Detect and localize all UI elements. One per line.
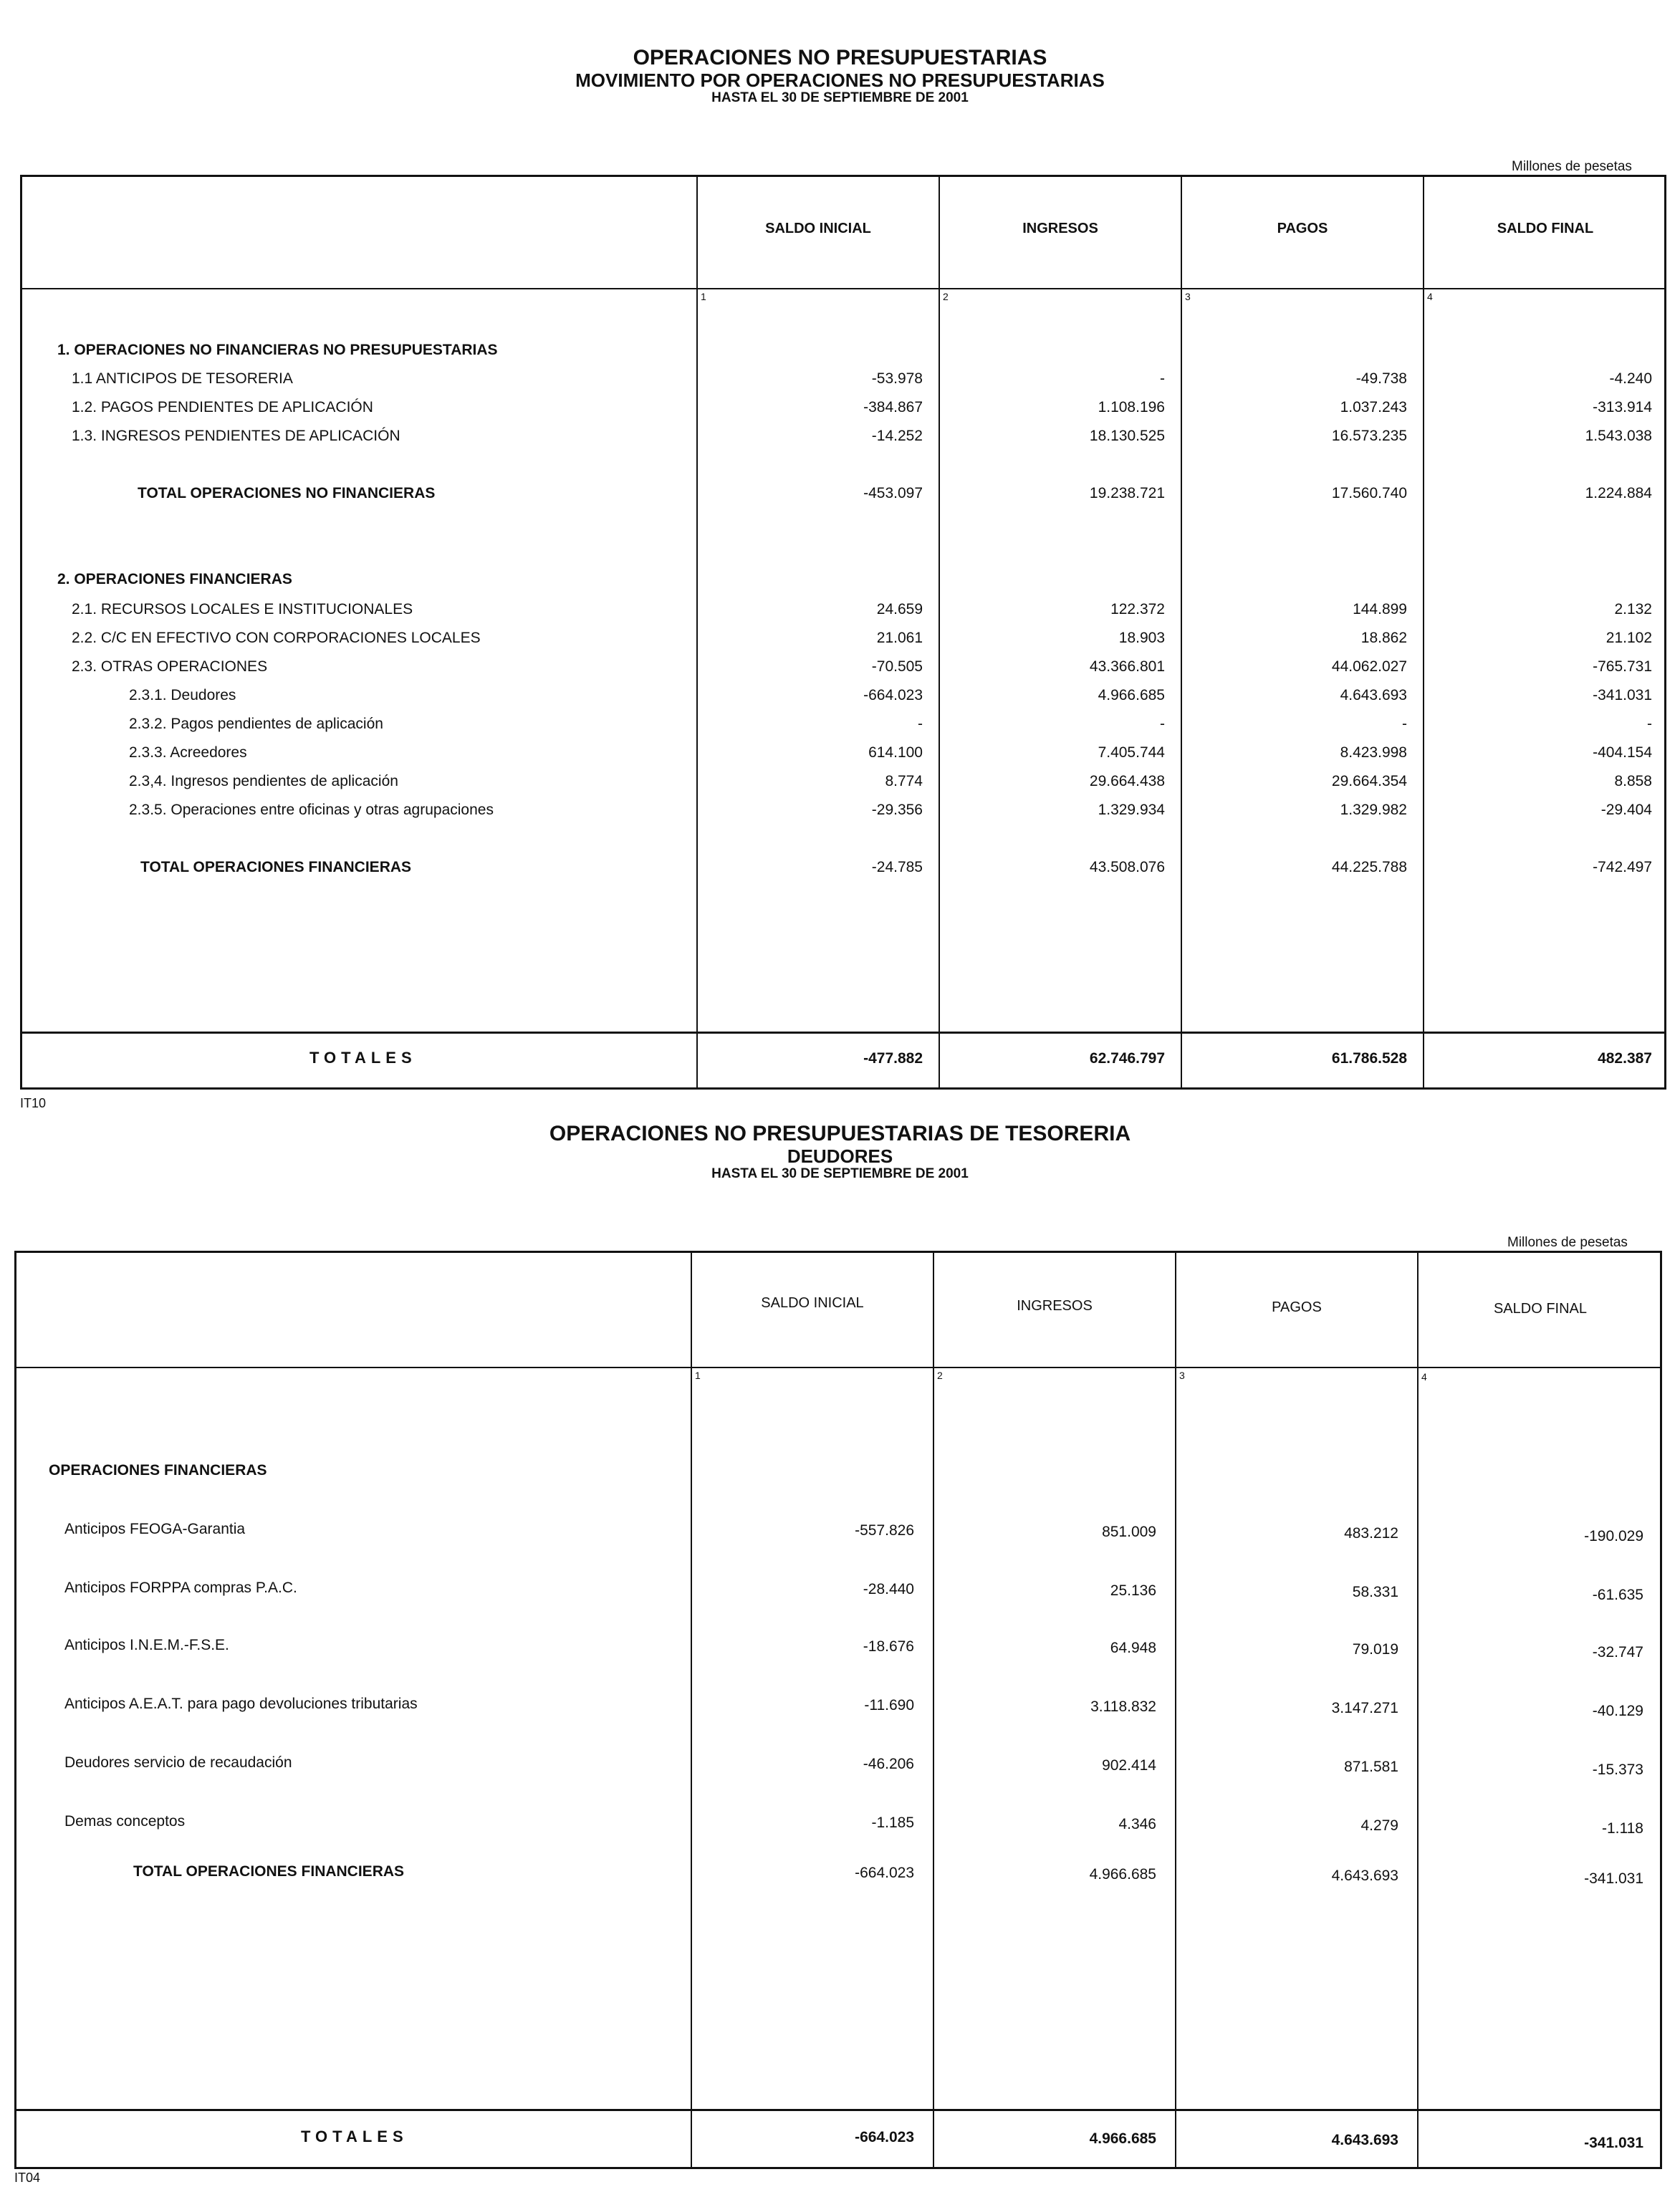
row-label: 2.3.2. Pagos pendientes de aplicación [129, 716, 383, 732]
cell-pagos: 17.560.740 [1331, 485, 1407, 501]
cell-ingresos: 1.108.196 [1098, 399, 1165, 415]
cell-pagos: -49.738 [1355, 370, 1407, 387]
table1-col-number: 4 [1427, 291, 1433, 302]
table-row [0, 742, 1680, 764]
table2-col-number: 4 [1421, 1371, 1427, 1383]
table1-code: IT10 [20, 1096, 47, 1110]
row-label: 2.2. C/C EN EFECTIVO CON CORPORACIONES LOCALES [72, 630, 481, 646]
table-row [0, 857, 1680, 878]
cell-pagos: - [1402, 716, 1407, 732]
table-row [0, 397, 1680, 418]
table-row [0, 685, 1680, 706]
table2-totals-label: TOTALES [301, 2128, 408, 2145]
table-row [0, 1577, 1680, 1603]
cell-saldo-final: 21.102 [1605, 630, 1652, 646]
cell-ingresos: 902.414 [1102, 1757, 1156, 1774]
row-label: Anticipos FEOGA-Garantia [64, 1521, 246, 1537]
cell-pagos: 58.331 [1352, 1584, 1398, 1600]
row-label: Deudores servicio de recaudación [64, 1754, 292, 1771]
table2-totals-divider [14, 2109, 1662, 2111]
cell-saldo-inicial: 24.659 [876, 601, 923, 617]
cell-ingresos: 25.136 [1110, 1582, 1156, 1599]
row-label: 1.3. INGRESOS PENDIENTES DE APLICACIÓN [72, 428, 400, 444]
cell-saldo-inicial: 614.100 [868, 744, 923, 761]
table-row [0, 1693, 1680, 1719]
table1-header-divider [20, 288, 1666, 289]
table1-totals-label: TOTALES [309, 1049, 417, 1067]
cell-ingresos: 7.405.744 [1098, 744, 1165, 761]
table2-total-pagos: 4.643.693 [1331, 2132, 1398, 2148]
table1-col-header: INGRESOS [1022, 221, 1098, 236]
row-label: Anticipos I.N.E.M.-F.S.E. [64, 1637, 229, 1653]
table1-col-header: SALDO INICIAL [765, 221, 871, 236]
row-label: 2.3,4. Ingresos pendientes de aplicación [129, 773, 398, 789]
table2-col-number: 1 [695, 1370, 701, 1381]
table1-total-pagos: 61.786.528 [1331, 1050, 1407, 1067]
cell-pagos: 4.643.693 [1340, 687, 1407, 703]
table2-total-saldo-final: -341.031 [1584, 2135, 1643, 2151]
cell-pagos: 483.212 [1344, 1525, 1398, 1542]
cell-pagos: 871.581 [1344, 1759, 1398, 1775]
cell-pagos: 44.062.027 [1331, 658, 1407, 675]
table-row [0, 1861, 1680, 1887]
row-label: 2.3.1. Deudores [129, 687, 236, 703]
cell-saldo-inicial: -11.690 [864, 1697, 914, 1713]
table2-title-block [0, 1122, 1680, 1182]
cell-pagos: 4.643.693 [1331, 1868, 1398, 1884]
row-label: 1. OPERACIONES NO FINANCIERAS NO PRESUPUESTARIAS [57, 342, 498, 358]
table2-col-number: 3 [1179, 1370, 1185, 1381]
table2-total-saldo-inicial: -664.023 [855, 2129, 914, 2145]
cell-saldo-inicial: 21.061 [876, 630, 923, 646]
table-row [0, 340, 1680, 361]
cell-pagos: 4.279 [1360, 1817, 1398, 1834]
cell-saldo-inicial: -664.023 [863, 687, 923, 703]
cell-saldo-inicial: -1.185 [871, 1815, 914, 1831]
cell-saldo-inicial: -24.785 [871, 859, 923, 875]
table2-units: Millones de pesetas [1507, 1235, 1628, 1250]
cell-saldo-inicial: - [918, 716, 923, 732]
cell-saldo-final: -765.731 [1593, 658, 1652, 675]
table1-col-header: SALDO FINAL [1497, 221, 1594, 236]
row-label: Anticipos A.E.A.T. para pago devoluciones tributarias [64, 1696, 418, 1712]
cell-ingresos: 3.118.832 [1090, 1698, 1156, 1715]
cell-pagos: 144.899 [1353, 601, 1407, 617]
cell-ingresos: 122.372 [1110, 601, 1165, 617]
cell-saldo-final: 1.224.884 [1585, 485, 1652, 501]
cell-saldo-final: -742.497 [1593, 859, 1652, 875]
table2-col-number: 2 [937, 1370, 943, 1381]
cell-pagos: 16.573.235 [1331, 428, 1407, 444]
cell-saldo-final: -4.240 [1609, 370, 1652, 387]
cell-pagos: 29.664.354 [1331, 773, 1407, 789]
table1-col-number: 3 [1185, 291, 1191, 302]
table2-header-divider [14, 1367, 1662, 1368]
table-row [0, 1460, 1680, 1481]
table2-code: IT04 [14, 2171, 41, 2185]
table-row [0, 426, 1680, 447]
table1-subtitle: MOVIMIENTO POR OPERACIONES NO PRESUPUESTARIAS [575, 69, 1105, 91]
table-row [0, 1519, 1680, 1544]
row-label: 2.1. RECURSOS LOCALES E INSTITUCIONALES [72, 601, 413, 617]
table2-col-header: SALDO FINAL [1493, 1301, 1588, 1317]
cell-saldo-final: -341.031 [1584, 1870, 1643, 1887]
table1-title-block [0, 46, 1680, 106]
table-row [0, 1635, 1680, 1660]
cell-saldo-final: 2.132 [1614, 601, 1652, 617]
cell-saldo-final: -61.635 [1592, 1587, 1643, 1603]
row-label: TOTAL OPERACIONES FINANCIERAS [140, 859, 412, 875]
cell-ingresos: 4.966.685 [1098, 687, 1165, 703]
table1-total-ingresos: 62.746.797 [1089, 1050, 1165, 1067]
table-row [0, 656, 1680, 678]
row-label: Demas conceptos [64, 1813, 186, 1830]
cell-saldo-final: -32.747 [1592, 1644, 1643, 1660]
cell-ingresos: 29.664.438 [1089, 773, 1165, 789]
cell-ingresos: 19.238.721 [1089, 485, 1165, 501]
table-row [0, 1811, 1680, 1837]
cell-saldo-inicial: -664.023 [855, 1865, 914, 1881]
cell-saldo-final: -341.031 [1593, 687, 1652, 703]
table-row [0, 713, 1680, 735]
cell-pagos: 79.019 [1352, 1641, 1398, 1658]
cell-saldo-final: - [1647, 716, 1652, 732]
table1-totals-divider [20, 1032, 1666, 1034]
table2-col-header: PAGOS [1272, 1299, 1322, 1315]
cell-saldo-inicial: -384.867 [863, 399, 923, 415]
table-row [0, 628, 1680, 649]
row-label: TOTAL OPERACIONES NO FINANCIERAS [138, 485, 436, 501]
table-row [0, 771, 1680, 792]
table-row [0, 799, 1680, 821]
cell-saldo-inicial: -557.826 [855, 1522, 914, 1539]
table1-total-saldo-final: 482.387 [1598, 1050, 1652, 1067]
cell-saldo-inicial: -453.097 [863, 485, 923, 501]
cell-ingresos: 43.366.801 [1089, 658, 1165, 675]
cell-ingresos: 851.009 [1102, 1524, 1156, 1540]
table-row [0, 368, 1680, 390]
row-label: 2.3.3. Acreedores [129, 744, 247, 761]
table-row [0, 599, 1680, 620]
row-label: OPERACIONES FINANCIERAS [49, 1462, 267, 1479]
cell-saldo-inicial: -46.206 [863, 1756, 914, 1772]
cell-saldo-inicial: -14.252 [871, 428, 923, 444]
table1-title: OPERACIONES NO PRESUPUESTARIAS [633, 46, 1047, 69]
cell-pagos: 3.147.271 [1331, 1700, 1398, 1716]
cell-ingresos: 4.346 [1118, 1816, 1156, 1832]
cell-ingresos: 18.903 [1118, 630, 1165, 646]
table2-total-ingresos: 4.966.685 [1089, 2130, 1156, 2147]
cell-ingresos: 43.508.076 [1089, 859, 1165, 875]
table-row [0, 483, 1680, 504]
cell-pagos: 1.037.243 [1340, 399, 1407, 415]
row-label: 2.3. OTRAS OPERACIONES [72, 658, 268, 675]
table1-col-header: PAGOS [1277, 221, 1328, 236]
row-label: TOTAL OPERACIONES FINANCIERAS [133, 1863, 405, 1880]
cell-saldo-inicial: 8.774 [885, 773, 923, 789]
cell-saldo-final: -313.914 [1593, 399, 1652, 415]
row-label: 2. OPERACIONES FINANCIERAS [57, 571, 292, 587]
cell-saldo-final: -190.029 [1584, 1528, 1643, 1544]
table1-total-saldo-inicial: -477.882 [863, 1050, 923, 1067]
table1-date: HASTA EL 30 DE SEPTIEMBRE DE 2001 [711, 90, 969, 105]
cell-pagos: 1.329.982 [1340, 802, 1407, 818]
table2-col-header: INGRESOS [1017, 1298, 1093, 1314]
table-row [0, 1752, 1680, 1778]
cell-saldo-final: -404.154 [1593, 744, 1652, 761]
cell-ingresos: 64.948 [1110, 1640, 1156, 1656]
cell-saldo-inicial: -53.978 [871, 370, 923, 387]
table2-date: HASTA EL 30 DE SEPTIEMBRE DE 2001 [711, 1166, 969, 1181]
cell-saldo-inicial: -29.356 [871, 802, 923, 818]
cell-saldo-final: -1.118 [1602, 1820, 1643, 1837]
row-label: 1.1 ANTICIPOS DE TESORERIA [72, 370, 293, 387]
cell-saldo-final: -40.129 [1592, 1703, 1643, 1719]
row-label: 1.2. PAGOS PENDIENTES DE APLICACIÓN [72, 399, 373, 415]
table2-title: OPERACIONES NO PRESUPUESTARIAS DE TESORERIA [549, 1122, 1131, 1145]
cell-saldo-final: 1.543.038 [1585, 428, 1652, 444]
cell-ingresos: - [1160, 716, 1165, 732]
cell-ingresos: 4.966.685 [1089, 1866, 1156, 1883]
table2-col-header: SALDO INICIAL [761, 1295, 864, 1311]
table1-col-number: 1 [701, 291, 706, 302]
cell-ingresos: 18.130.525 [1089, 428, 1165, 444]
table-row [0, 569, 1680, 590]
table1-col-number: 2 [943, 291, 949, 302]
cell-saldo-inicial: -28.440 [863, 1581, 914, 1597]
cell-ingresos: - [1160, 370, 1165, 387]
cell-saldo-final: -29.404 [1600, 802, 1652, 818]
cell-saldo-final: 8.858 [1614, 773, 1652, 789]
cell-pagos: 18.862 [1360, 630, 1407, 646]
cell-saldo-final: -15.373 [1592, 1761, 1643, 1778]
cell-ingresos: 1.329.934 [1098, 802, 1165, 818]
table2-subtitle: DEUDORES [787, 1145, 893, 1167]
table1-units: Millones de pesetas [1512, 159, 1632, 174]
cell-saldo-inicial: -70.505 [871, 658, 923, 675]
cell-saldo-inicial: -18.676 [863, 1638, 914, 1655]
cell-pagos: 44.225.788 [1331, 859, 1407, 875]
row-label: 2.3.5. Operaciones entre oficinas y otras agrupaciones [129, 802, 494, 818]
row-label: Anticipos FORPPA compras P.A.C. [64, 1580, 297, 1596]
cell-pagos: 8.423.998 [1340, 744, 1407, 761]
